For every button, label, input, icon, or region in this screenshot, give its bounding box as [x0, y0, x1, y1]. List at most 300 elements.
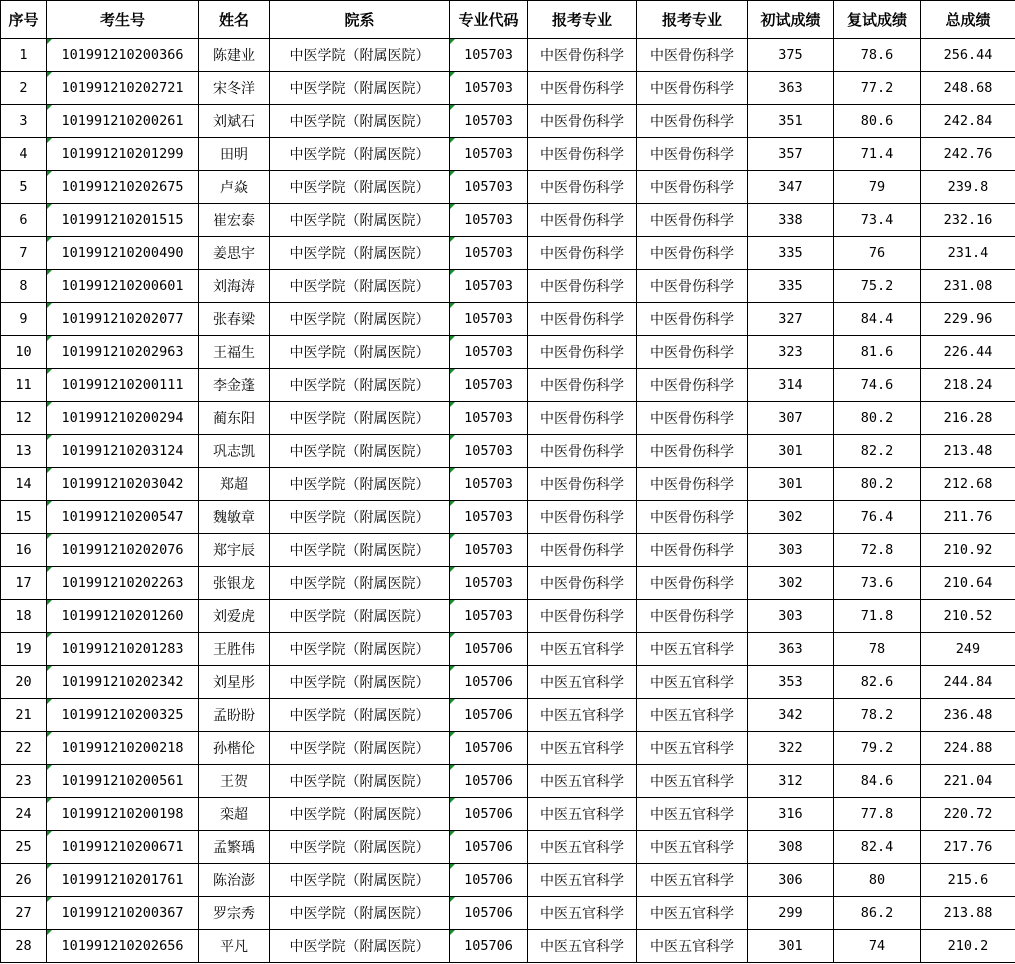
cell-total-score: 231.4	[921, 237, 1015, 270]
cell-applied-major: 中医五官科学	[528, 732, 637, 765]
cell-major-code: 105703	[450, 402, 528, 435]
cell-major-code: 105703	[450, 600, 528, 633]
header-index: 序号	[1, 1, 47, 39]
cell-major-code: 105703	[450, 567, 528, 600]
cell-index: 17	[1, 567, 47, 600]
cell-major-code: 105703	[450, 72, 528, 105]
cell-applied-major: 中医五官科学	[528, 633, 637, 666]
cell-applied-major: 中医骨伤科学	[528, 501, 637, 534]
cell-name: 平凡	[199, 930, 270, 963]
cell-department: 中医学院（附属医院）	[270, 798, 450, 831]
cell-department: 中医学院（附属医院）	[270, 699, 450, 732]
cell-name: 魏敏章	[199, 501, 270, 534]
cell-name: 崔宏泰	[199, 204, 270, 237]
cell-retest-score: 80	[834, 864, 921, 897]
cell-name: 卢焱	[199, 171, 270, 204]
cell-name: 陈治澎	[199, 864, 270, 897]
cell-major-code: 105703	[450, 237, 528, 270]
table-row	[1, 435, 1015, 468]
table-row	[1, 105, 1015, 138]
cell-name: 刘爱虎	[199, 600, 270, 633]
cell-department: 中医学院（附属医院）	[270, 930, 450, 963]
cell-retest-score: 76.4	[834, 501, 921, 534]
cell-name: 王福生	[199, 336, 270, 369]
cell-name: 蔺东阳	[199, 402, 270, 435]
cell-preliminary-score: 303	[748, 600, 834, 633]
cell-preliminary-score: 363	[748, 72, 834, 105]
cell-retest-score: 78.2	[834, 699, 921, 732]
cell-candidate-id: 101991210203042	[47, 468, 199, 501]
cell-index: 4	[1, 138, 47, 171]
cell-total-score: 229.96	[921, 303, 1015, 336]
table-row	[1, 699, 1015, 732]
cell-applied-major-2: 中医骨伤科学	[637, 600, 748, 633]
cell-applied-major: 中医骨伤科学	[528, 303, 637, 336]
cell-applied-major: 中医骨伤科学	[528, 534, 637, 567]
table-row	[1, 369, 1015, 402]
cell-preliminary-score: 301	[748, 435, 834, 468]
cell-major-code: 105706	[450, 831, 528, 864]
cell-candidate-id: 101991210202263	[47, 567, 199, 600]
cell-department: 中医学院（附属医院）	[270, 468, 450, 501]
table-row	[1, 171, 1015, 204]
cell-total-score: 236.48	[921, 699, 1015, 732]
cell-major-code: 105703	[450, 435, 528, 468]
cell-applied-major-2: 中医骨伤科学	[637, 336, 748, 369]
cell-total-score: 242.76	[921, 138, 1015, 171]
cell-major-code: 105703	[450, 171, 528, 204]
cell-applied-major: 中医骨伤科学	[528, 105, 637, 138]
cell-applied-major: 中医五官科学	[528, 798, 637, 831]
cell-preliminary-score: 302	[748, 501, 834, 534]
cell-total-score: 215.6	[921, 864, 1015, 897]
cell-department: 中医学院（附属医院）	[270, 831, 450, 864]
cell-major-code: 105706	[450, 732, 528, 765]
cell-major-code: 105703	[450, 39, 528, 72]
cell-department: 中医学院（附属医院）	[270, 666, 450, 699]
cell-applied-major: 中医五官科学	[528, 930, 637, 963]
cell-major-code: 105703	[450, 534, 528, 567]
table-row	[1, 765, 1015, 798]
cell-applied-major: 中医骨伤科学	[528, 402, 637, 435]
cell-candidate-id: 101991210202675	[47, 171, 199, 204]
cell-name: 陈建业	[199, 39, 270, 72]
cell-candidate-id: 101991210200366	[47, 39, 199, 72]
cell-name: 刘海涛	[199, 270, 270, 303]
cell-total-score: 242.84	[921, 105, 1015, 138]
cell-candidate-id: 101991210202077	[47, 303, 199, 336]
cell-candidate-id: 101991210203124	[47, 435, 199, 468]
cell-applied-major-2: 中医骨伤科学	[637, 237, 748, 270]
cell-name: 郑超	[199, 468, 270, 501]
cell-retest-score: 76	[834, 237, 921, 270]
cell-applied-major: 中医骨伤科学	[528, 435, 637, 468]
cell-index: 22	[1, 732, 47, 765]
table-row	[1, 567, 1015, 600]
cell-index: 9	[1, 303, 47, 336]
cell-major-code: 105706	[450, 798, 528, 831]
cell-index: 24	[1, 798, 47, 831]
cell-preliminary-score: 301	[748, 468, 834, 501]
table-row	[1, 270, 1015, 303]
cell-total-score: 226.44	[921, 336, 1015, 369]
header-applied-major-2: 报考专业	[637, 1, 748, 39]
cell-applied-major: 中医骨伤科学	[528, 237, 637, 270]
cell-preliminary-score: 342	[748, 699, 834, 732]
cell-applied-major-2: 中医骨伤科学	[637, 105, 748, 138]
cell-department: 中医学院（附属医院）	[270, 336, 450, 369]
cell-name: 王贺	[199, 765, 270, 798]
cell-department: 中医学院（附属医院）	[270, 138, 450, 171]
cell-applied-major-2: 中医骨伤科学	[637, 204, 748, 237]
cell-preliminary-score: 314	[748, 369, 834, 402]
cell-department: 中医学院（附属医院）	[270, 435, 450, 468]
cell-name: 孟盼盼	[199, 699, 270, 732]
cell-index: 5	[1, 171, 47, 204]
cell-candidate-id: 101991210201299	[47, 138, 199, 171]
cell-name: 栾超	[199, 798, 270, 831]
cell-applied-major: 中医五官科学	[528, 831, 637, 864]
cell-name: 郑宇辰	[199, 534, 270, 567]
cell-index: 10	[1, 336, 47, 369]
cell-retest-score: 79.2	[834, 732, 921, 765]
cell-index: 12	[1, 402, 47, 435]
cell-retest-score: 81.6	[834, 336, 921, 369]
cell-department: 中医学院（附属医院）	[270, 732, 450, 765]
header-applied-major: 报考专业	[528, 1, 637, 39]
cell-candidate-id: 101991210202963	[47, 336, 199, 369]
table-row	[1, 39, 1015, 72]
cell-applied-major: 中医五官科学	[528, 765, 637, 798]
cell-retest-score: 86.2	[834, 897, 921, 930]
cell-major-code: 105703	[450, 336, 528, 369]
cell-department: 中医学院（附属医院）	[270, 72, 450, 105]
cell-department: 中医学院（附属医院）	[270, 501, 450, 534]
cell-index: 26	[1, 864, 47, 897]
cell-retest-score: 74.6	[834, 369, 921, 402]
cell-retest-score: 71.4	[834, 138, 921, 171]
table-row	[1, 930, 1015, 963]
cell-name: 张春梁	[199, 303, 270, 336]
cell-name: 孙楷伦	[199, 732, 270, 765]
cell-applied-major-2: 中医五官科学	[637, 633, 748, 666]
cell-preliminary-score: 308	[748, 831, 834, 864]
cell-name: 李金蓬	[199, 369, 270, 402]
cell-candidate-id: 101991210201761	[47, 864, 199, 897]
cell-name: 孟繁瑀	[199, 831, 270, 864]
cell-total-score: 210.92	[921, 534, 1015, 567]
cell-total-score: 224.88	[921, 732, 1015, 765]
cell-major-code: 105703	[450, 105, 528, 138]
cell-applied-major-2: 中医骨伤科学	[637, 39, 748, 72]
cell-major-code: 105706	[450, 633, 528, 666]
cell-applied-major-2: 中医五官科学	[637, 732, 748, 765]
cell-major-code: 105703	[450, 303, 528, 336]
cell-preliminary-score: 363	[748, 633, 834, 666]
cell-index: 14	[1, 468, 47, 501]
cell-applied-major-2: 中医骨伤科学	[637, 402, 748, 435]
cell-applied-major-2: 中医五官科学	[637, 699, 748, 732]
cell-applied-major-2: 中医五官科学	[637, 864, 748, 897]
table-row	[1, 732, 1015, 765]
cell-applied-major-2: 中医骨伤科学	[637, 567, 748, 600]
cell-total-score: 221.04	[921, 765, 1015, 798]
cell-applied-major-2: 中医骨伤科学	[637, 72, 748, 105]
cell-name: 巩志凯	[199, 435, 270, 468]
cell-index: 11	[1, 369, 47, 402]
cell-candidate-id: 101991210202721	[47, 72, 199, 105]
cell-applied-major-2: 中医骨伤科学	[637, 534, 748, 567]
cell-applied-major: 中医五官科学	[528, 699, 637, 732]
cell-applied-major: 中医骨伤科学	[528, 72, 637, 105]
cell-preliminary-score: 323	[748, 336, 834, 369]
cell-major-code: 105706	[450, 897, 528, 930]
table-row	[1, 501, 1015, 534]
cell-name: 姜思宇	[199, 237, 270, 270]
cell-major-code: 105706	[450, 765, 528, 798]
cell-candidate-id: 101991210200547	[47, 501, 199, 534]
cell-preliminary-score: 338	[748, 204, 834, 237]
cell-total-score: 239.8	[921, 171, 1015, 204]
cell-total-score: 210.2	[921, 930, 1015, 963]
cell-candidate-id: 101991210201515	[47, 204, 199, 237]
cell-preliminary-score: 357	[748, 138, 834, 171]
table-row	[1, 798, 1015, 831]
cell-preliminary-score: 335	[748, 237, 834, 270]
cell-retest-score: 84.4	[834, 303, 921, 336]
cell-applied-major: 中医骨伤科学	[528, 567, 637, 600]
cell-applied-major: 中医骨伤科学	[528, 204, 637, 237]
header-row	[1, 1, 1015, 39]
cell-total-score: 213.88	[921, 897, 1015, 930]
cell-retest-score: 77.8	[834, 798, 921, 831]
cell-retest-score: 78.6	[834, 39, 921, 72]
cell-retest-score: 84.6	[834, 765, 921, 798]
cell-total-score: 256.44	[921, 39, 1015, 72]
cell-total-score: 212.68	[921, 468, 1015, 501]
cell-total-score: 232.16	[921, 204, 1015, 237]
cell-preliminary-score: 327	[748, 303, 834, 336]
cell-candidate-id: 101991210200561	[47, 765, 199, 798]
header-retest-score: 复试成绩	[834, 1, 921, 39]
cell-name: 田明	[199, 138, 270, 171]
cell-total-score: 217.76	[921, 831, 1015, 864]
cell-retest-score: 74	[834, 930, 921, 963]
cell-retest-score: 75.2	[834, 270, 921, 303]
cell-applied-major: 中医骨伤科学	[528, 138, 637, 171]
cell-name: 王胜伟	[199, 633, 270, 666]
cell-candidate-id: 101991210201283	[47, 633, 199, 666]
cell-major-code: 105703	[450, 204, 528, 237]
cell-retest-score: 82.4	[834, 831, 921, 864]
cell-retest-score: 82.2	[834, 435, 921, 468]
cell-department: 中医学院（附属医院）	[270, 402, 450, 435]
cell-preliminary-score: 299	[748, 897, 834, 930]
table-row	[1, 864, 1015, 897]
cell-applied-major-2: 中医五官科学	[637, 798, 748, 831]
cell-preliminary-score: 353	[748, 666, 834, 699]
cell-retest-score: 72.8	[834, 534, 921, 567]
cell-applied-major: 中医骨伤科学	[528, 171, 637, 204]
cell-department: 中医学院（附属医院）	[270, 534, 450, 567]
cell-candidate-id: 101991210200490	[47, 237, 199, 270]
cell-candidate-id: 101991210200601	[47, 270, 199, 303]
cell-applied-major: 中医骨伤科学	[528, 600, 637, 633]
table-row	[1, 666, 1015, 699]
cell-total-score: 248.68	[921, 72, 1015, 105]
cell-preliminary-score: 302	[748, 567, 834, 600]
table-row	[1, 138, 1015, 171]
cell-index: 20	[1, 666, 47, 699]
cell-department: 中医学院（附属医院）	[270, 600, 450, 633]
cell-department: 中医学院（附属医院）	[270, 105, 450, 138]
cell-candidate-id: 101991210200261	[47, 105, 199, 138]
cell-department: 中医学院（附属医院）	[270, 864, 450, 897]
cell-candidate-id: 101991210200198	[47, 798, 199, 831]
cell-retest-score: 80.2	[834, 402, 921, 435]
cell-index: 21	[1, 699, 47, 732]
cell-department: 中医学院（附属医院）	[270, 237, 450, 270]
cell-candidate-id: 101991210202342	[47, 666, 199, 699]
cell-candidate-id: 101991210202656	[47, 930, 199, 963]
cell-applied-major: 中医五官科学	[528, 864, 637, 897]
cell-retest-score: 80.2	[834, 468, 921, 501]
header-major-code: 专业代码	[450, 1, 528, 39]
cell-applied-major: 中医骨伤科学	[528, 39, 637, 72]
cell-name: 张银龙	[199, 567, 270, 600]
cell-applied-major-2: 中医骨伤科学	[637, 171, 748, 204]
header-preliminary-score: 初试成绩	[748, 1, 834, 39]
cell-applied-major: 中医骨伤科学	[528, 270, 637, 303]
cell-applied-major-2: 中医五官科学	[637, 930, 748, 963]
table-row	[1, 633, 1015, 666]
cell-department: 中医学院（附属医院）	[270, 39, 450, 72]
header-name: 姓名	[199, 1, 270, 39]
cell-major-code: 105703	[450, 138, 528, 171]
cell-total-score: 244.84	[921, 666, 1015, 699]
table-row	[1, 402, 1015, 435]
cell-total-score: 249	[921, 633, 1015, 666]
cell-preliminary-score: 335	[748, 270, 834, 303]
cell-preliminary-score: 322	[748, 732, 834, 765]
cell-applied-major-2: 中医骨伤科学	[637, 435, 748, 468]
cell-retest-score: 78	[834, 633, 921, 666]
cell-name: 刘斌石	[199, 105, 270, 138]
cell-preliminary-score: 312	[748, 765, 834, 798]
header-department: 院系	[270, 1, 450, 39]
cell-preliminary-score: 303	[748, 534, 834, 567]
cell-index: 28	[1, 930, 47, 963]
cell-applied-major: 中医五官科学	[528, 666, 637, 699]
table-body	[1, 39, 1015, 963]
cell-applied-major: 中医五官科学	[528, 897, 637, 930]
cell-department: 中医学院（附属医院）	[270, 204, 450, 237]
cell-department: 中医学院（附属医院）	[270, 270, 450, 303]
table-row	[1, 303, 1015, 336]
cell-total-score: 210.52	[921, 600, 1015, 633]
cell-candidate-id: 101991210202076	[47, 534, 199, 567]
cell-applied-major: 中医骨伤科学	[528, 369, 637, 402]
header-total-score: 总成绩	[921, 1, 1015, 39]
cell-candidate-id: 101991210200218	[47, 732, 199, 765]
cell-applied-major-2: 中医骨伤科学	[637, 138, 748, 171]
cell-applied-major-2: 中医五官科学	[637, 666, 748, 699]
cell-total-score: 216.28	[921, 402, 1015, 435]
cell-total-score: 231.08	[921, 270, 1015, 303]
cell-total-score: 210.64	[921, 567, 1015, 600]
cell-retest-score: 73.6	[834, 567, 921, 600]
cell-retest-score: 79	[834, 171, 921, 204]
cell-applied-major-2: 中医骨伤科学	[637, 468, 748, 501]
cell-applied-major-2: 中医五官科学	[637, 897, 748, 930]
cell-index: 2	[1, 72, 47, 105]
cell-index: 7	[1, 237, 47, 270]
cell-total-score: 211.76	[921, 501, 1015, 534]
cell-preliminary-score: 375	[748, 39, 834, 72]
cell-index: 18	[1, 600, 47, 633]
table-row	[1, 600, 1015, 633]
cell-index: 27	[1, 897, 47, 930]
table-row	[1, 897, 1015, 930]
cell-index: 25	[1, 831, 47, 864]
cell-applied-major: 中医骨伤科学	[528, 336, 637, 369]
cell-preliminary-score: 307	[748, 402, 834, 435]
cell-name: 宋冬洋	[199, 72, 270, 105]
cell-applied-major-2: 中医骨伤科学	[637, 270, 748, 303]
table-row	[1, 204, 1015, 237]
cell-applied-major-2: 中医骨伤科学	[637, 501, 748, 534]
cell-applied-major-2: 中医五官科学	[637, 765, 748, 798]
cell-candidate-id: 101991210200294	[47, 402, 199, 435]
cell-applied-major: 中医骨伤科学	[528, 468, 637, 501]
cell-major-code: 105703	[450, 369, 528, 402]
cell-total-score: 218.24	[921, 369, 1015, 402]
cell-preliminary-score: 301	[748, 930, 834, 963]
cell-retest-score: 71.8	[834, 600, 921, 633]
cell-major-code: 105703	[450, 468, 528, 501]
table-row	[1, 468, 1015, 501]
cell-preliminary-score: 316	[748, 798, 834, 831]
cell-preliminary-score: 351	[748, 105, 834, 138]
cell-department: 中医学院（附属医院）	[270, 765, 450, 798]
cell-candidate-id: 101991210200111	[47, 369, 199, 402]
cell-preliminary-score: 347	[748, 171, 834, 204]
cell-index: 1	[1, 39, 47, 72]
cell-retest-score: 73.4	[834, 204, 921, 237]
cell-major-code: 105706	[450, 930, 528, 963]
cell-candidate-id: 101991210201260	[47, 600, 199, 633]
cell-department: 中医学院（附属医院）	[270, 369, 450, 402]
cell-applied-major-2: 中医五官科学	[637, 831, 748, 864]
cell-applied-major-2: 中医骨伤科学	[637, 369, 748, 402]
cell-major-code: 105706	[450, 864, 528, 897]
header-candidate-id: 考生号	[47, 1, 199, 39]
cell-total-score: 213.48	[921, 435, 1015, 468]
cell-index: 6	[1, 204, 47, 237]
cell-department: 中医学院（附属医院）	[270, 897, 450, 930]
cell-index: 23	[1, 765, 47, 798]
cell-department: 中医学院（附属医院）	[270, 303, 450, 336]
cell-name: 刘星彤	[199, 666, 270, 699]
cell-index: 15	[1, 501, 47, 534]
cell-major-code: 105703	[450, 501, 528, 534]
table-row	[1, 72, 1015, 105]
table-row	[1, 336, 1015, 369]
cell-major-code: 105703	[450, 270, 528, 303]
cell-index: 19	[1, 633, 47, 666]
cell-candidate-id: 101991210200367	[47, 897, 199, 930]
cell-department: 中医学院（附属医院）	[270, 171, 450, 204]
